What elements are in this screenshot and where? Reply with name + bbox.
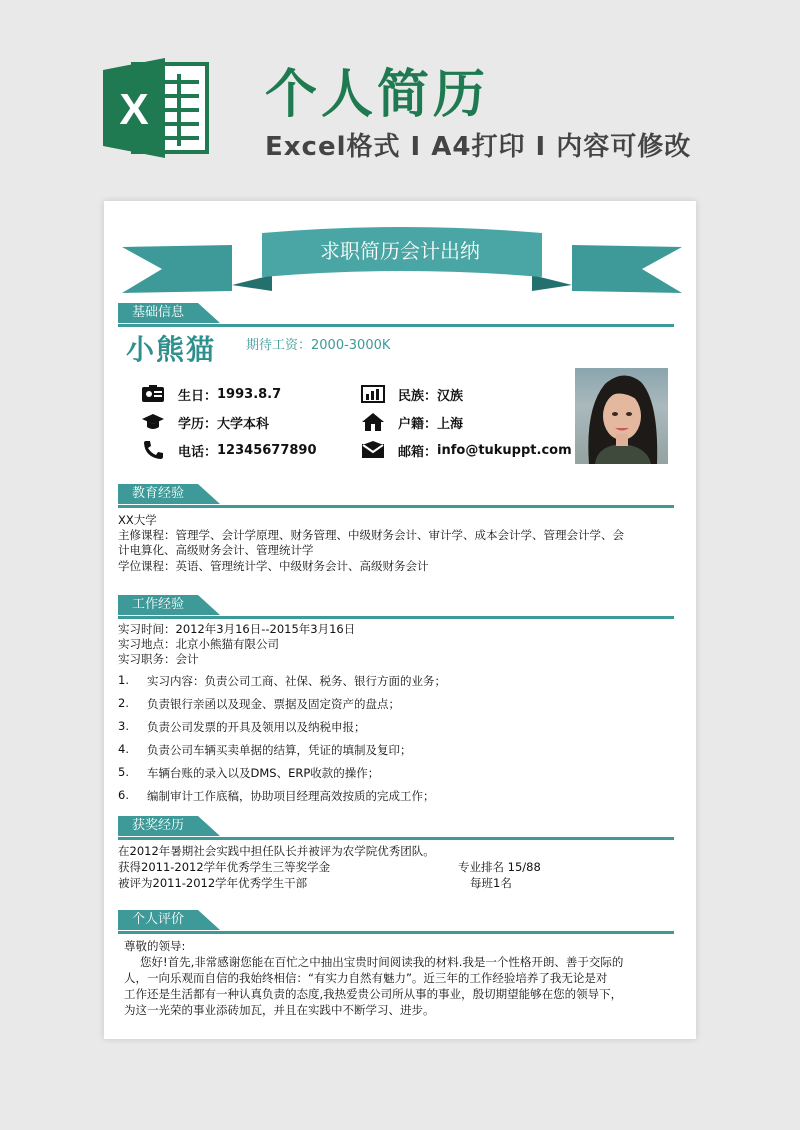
- birth-value: 1993.8.7: [217, 386, 282, 402]
- award-line-2: 获得2011-2012学年优秀学生三等奖学金: [118, 860, 331, 874]
- home-icon: [360, 412, 386, 432]
- ethnicity-label: 民族：: [398, 388, 438, 404]
- major-courses-line1: 主修课程：管理学、会计学原理、财务管理、中级财务会计、审计学、成本会计学、管理会计学、会: [118, 528, 624, 542]
- section-work: [118, 595, 674, 615]
- id-card-icon: [140, 384, 166, 404]
- resume-page: 求职简历会计出纳 基础信息 小熊猫 期待工资：2000-3000K 生日： 1993.8.7 学历： 大学本科 电话： 12345677890 民族： 汉族 户籍： 上海 邮箱： info@tukuppt.com 教育经验 XX大学 主修课程：管理学、会计学原理、财务管理、中级财务会计、审计学、成本会计学、管理会计学、会 计电算化、高级财务会计、管理统计学 学位课程：英语、管理统计学、中级财务会计、高级财务会计 工作经验 实习时间：2012年3月16日--2015年3月16日 实习地点：北京小熊猫有限公司 实习职务：会计 1. 实习内容：负责公司工商、社保、税务、银行方面的业务； 2. 负责银行亲函以及现金、票据及固定资产的盘点； 3. 负责公司发票的开具及领用以及纳税申报； 4. 负责公司车辆买卖单据的结算，凭证的填制及复印； 5. 车辆台账的录入以及DMS、ERP收款的操作； 6. 编制审计工作底稿，协助项目经理高效按质的完成工作； 获奖经历 在2012年暑期社会实践中担任队长并被评为农学院优秀团队。 获得2011-2012学年优秀学生三等奖学金 专业排名 15/88 被评为2011-2012学年优秀学生干部 每班1名 个人评价 尊敬的领导: 您好!首先,非常感谢您能在百忙之中抽出宝贵时间阅读我的材料.我是一个性格开朗、善于交际的 人，一向乐观而自信的我始终相信：“有实力自然有魅力”。近三年的工作经验培养了我无论是对 工作还是生活都有一种认真负责的态度,我热爱贵公司所从事的事业，殷切期望能够在您的领导下， 为这一光荣的事业添砖加瓦，并且在实践中不断学习、进步。: [104, 201, 696, 1039]
- section-education: [118, 484, 674, 504]
- resume-title: 求职简历会计出纳: [320, 239, 480, 263]
- internship-time: 实习时间：2012年3月16日--2015年3月16日: [118, 622, 356, 636]
- promo-subtitle: Excel格式 I A4打印 I 内容可修改: [265, 132, 692, 162]
- graduation-cap-icon: [140, 412, 166, 432]
- email-label: 邮箱：: [398, 444, 438, 460]
- education-row: [140, 412, 269, 432]
- section-awards-label: 获奖经历: [118, 816, 198, 836]
- phone-value: 12345677890: [217, 442, 317, 458]
- applicant-name: 小熊猫: [126, 333, 217, 366]
- excel-logo-icon: [103, 58, 211, 158]
- svg-text:X: X: [119, 85, 149, 134]
- promo-title: 个人简历: [265, 65, 490, 125]
- hukou-row: [360, 412, 463, 432]
- ethnicity-row: [360, 384, 463, 404]
- email-row: [360, 440, 572, 460]
- phone-row: [140, 440, 317, 460]
- evaluation-line-2: 人，一向乐观而自信的我始终相信：“有实力自然有魅力”。近三年的工作经验培养了我无论是对: [124, 971, 608, 985]
- section-awards: [118, 816, 674, 836]
- internship-place: 实习地点：北京小熊猫有限公司: [118, 637, 279, 651]
- section-evaluation-label: 个人评价: [118, 910, 198, 930]
- award-line-3-rank: 每班1名: [470, 876, 512, 890]
- expected-salary: 期待工资：2000-3000K: [246, 338, 391, 353]
- mail-icon: [360, 440, 386, 460]
- chart-board-icon: [360, 384, 386, 404]
- award-line-2-rank: 专业排名 15/88: [458, 860, 541, 874]
- email-value: info@tukuppt.com: [437, 442, 572, 458]
- hukou-label: 户籍：: [398, 416, 438, 432]
- internship-position: 实习职务：会计: [118, 652, 199, 666]
- evaluation-line-1: 您好!首先,非常感谢您能在百忙之中抽出宝贵时间阅读我的材料.我是一个性格开朗、善于交际的: [140, 955, 624, 969]
- hukou-value: 上海: [437, 416, 464, 432]
- ethnicity-value: 汉族: [437, 388, 464, 404]
- award-line-1: 在2012年暑期社会实践中担任队长并被评为农学院优秀团队。: [118, 844, 435, 858]
- section-basic-info: [118, 303, 674, 323]
- degree-courses: 学位课程：英语、管理统计学、中级财务会计、高级财务会计: [118, 559, 429, 573]
- section-work-label: 工作经验: [118, 595, 198, 615]
- evaluation-line-3: 工作还是生活都有一种认真负责的态度,我热爱贵公司所从事的事业，殷切期望能够在您的领导下，: [124, 987, 623, 1001]
- major-courses-line2: 计电算化、高级财务会计、管理统计学: [118, 543, 314, 557]
- section-evaluation: [118, 910, 674, 930]
- award-line-3: 被评为2011-2012学年优秀学生干部: [118, 876, 308, 890]
- evaluation-line-4: 为这一光荣的事业添砖加瓦，并且在实践中不断学习、进步。: [124, 1003, 435, 1017]
- section-basic-info-label: 基础信息: [118, 303, 198, 323]
- phone-icon: [140, 440, 166, 460]
- birth-label: 生日：: [178, 388, 218, 404]
- school-name: XX大学: [118, 513, 157, 527]
- section-education-label: 教育经验: [118, 484, 198, 504]
- phone-label: 电话：: [178, 444, 218, 460]
- evaluation-greeting: 尊敬的领导:: [124, 939, 186, 953]
- education-value: 大学本科: [217, 416, 270, 432]
- profile-photo: [575, 368, 668, 464]
- birth-row: [140, 384, 281, 404]
- education-label: 学历：: [178, 416, 218, 432]
